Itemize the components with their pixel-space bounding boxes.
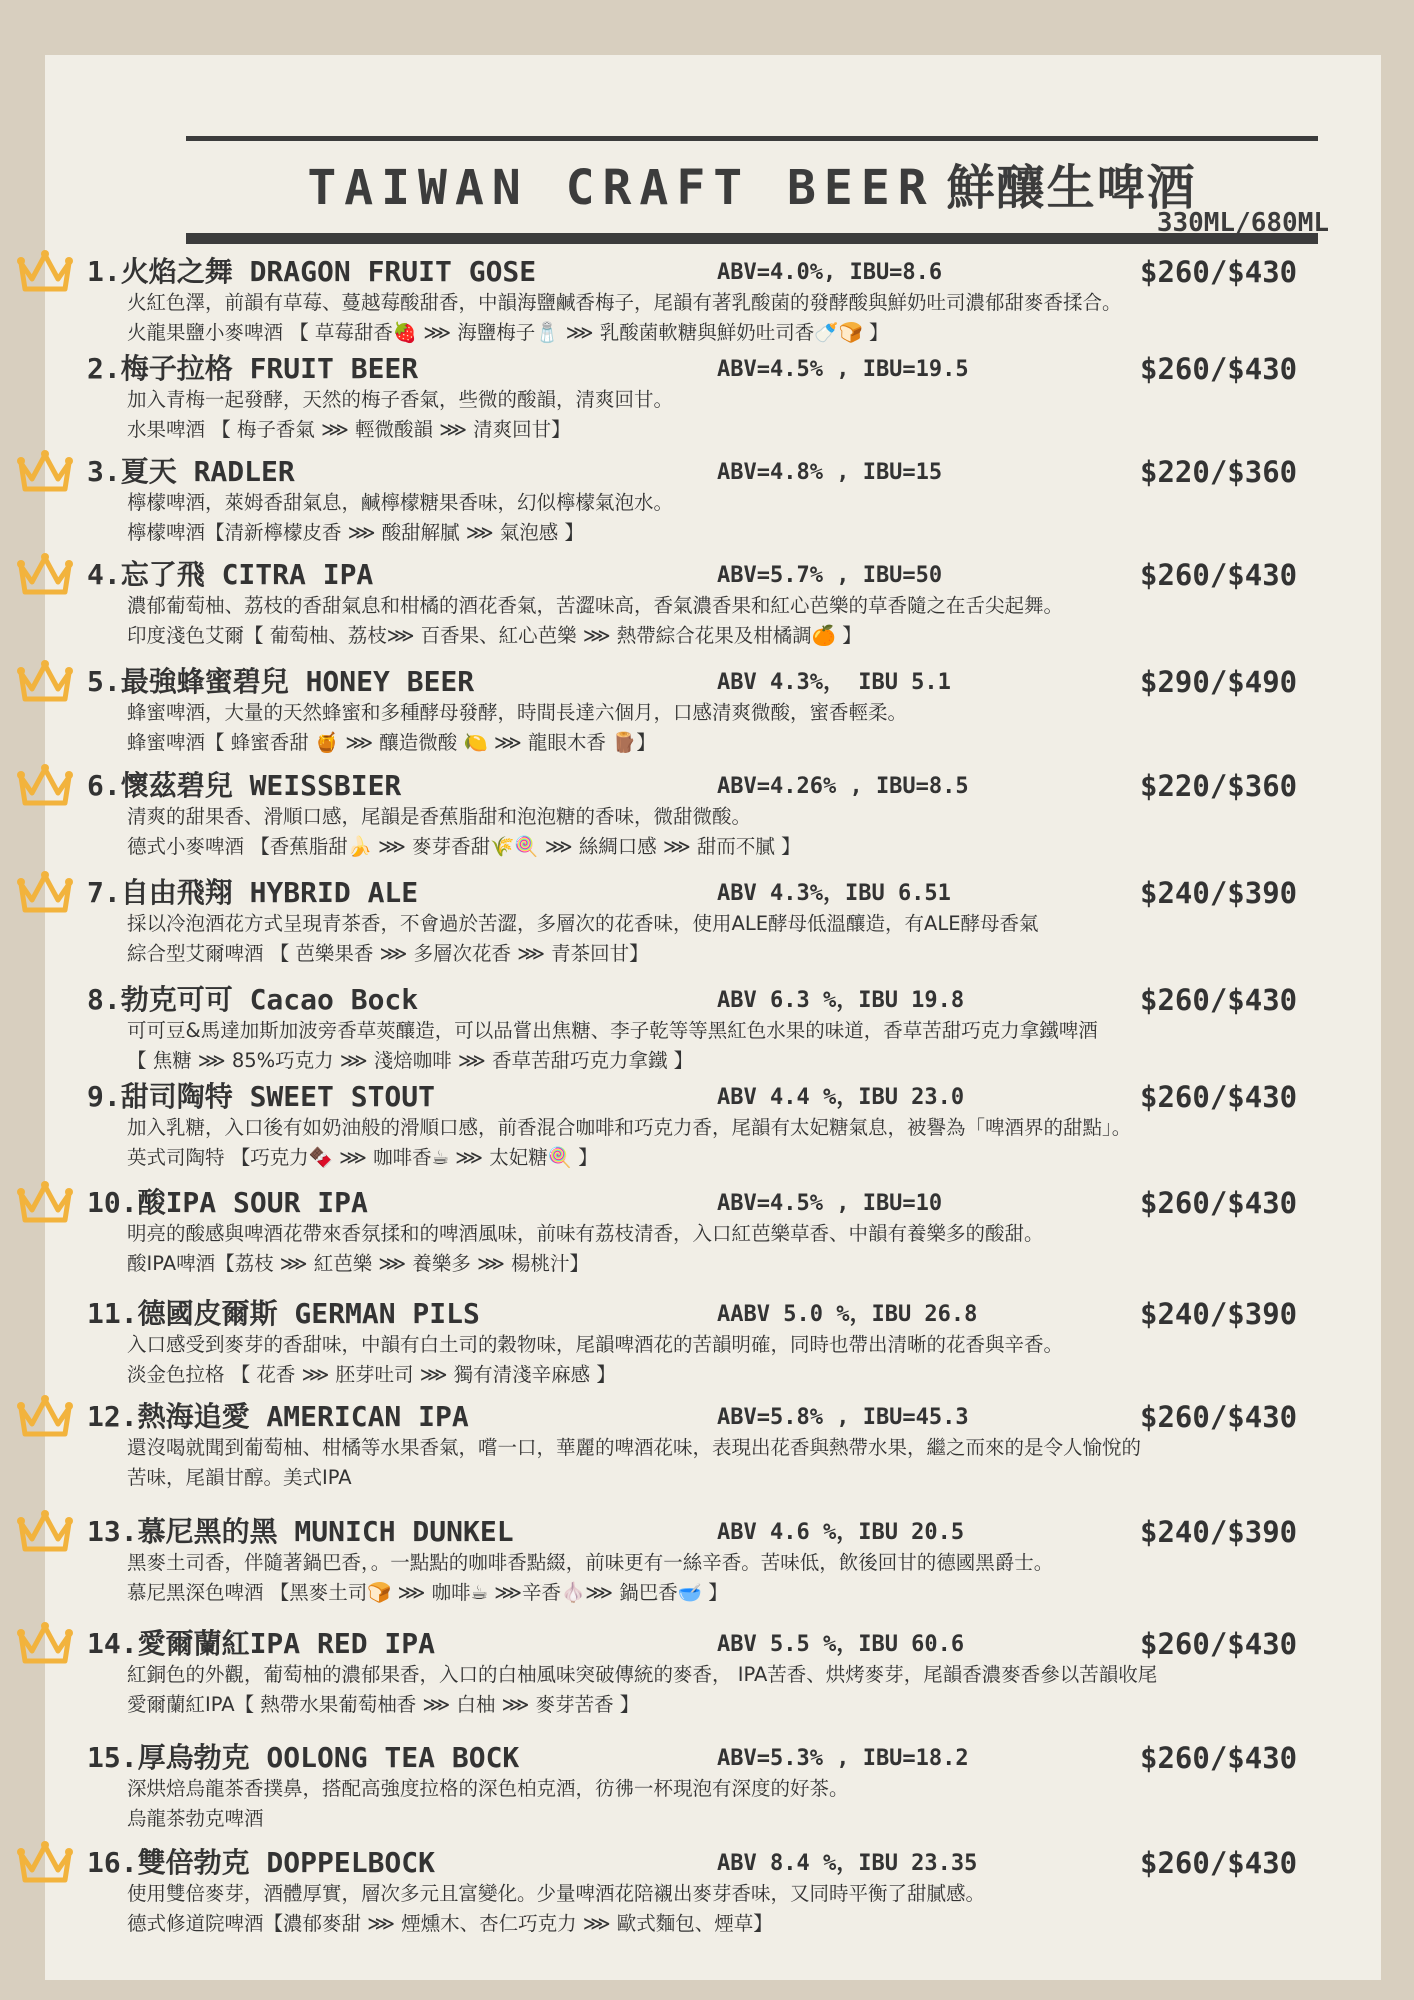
- beer-price: $260/$430: [1140, 1400, 1298, 1434]
- beer-tasting-notes: 英式司陶特 【巧克力🍫 ⋙ 咖啡香☕ ⋙ 太妃糖🍭 】: [127, 1146, 598, 1169]
- beer-abv: ABV=4.8% , IBU=15: [717, 460, 943, 485]
- beer-price: $240/$390: [1140, 1515, 1298, 1549]
- beer-description: 入口感受到麥芽的香甜味，中韻有白土司的穀物味，尾韻啤酒花的苦韻明確，同時也帶出清晰的花香與辛香。: [127, 1333, 1064, 1356]
- beer-price: $220/$360: [1140, 455, 1298, 489]
- crown-icon: [15, 1509, 75, 1555]
- beer-tasting-notes: 綜合型艾爾啤酒 【 芭樂果香 ⋙ 多層次花香 ⋙ 青茶回甘】: [127, 942, 649, 965]
- beer-abv: ABV=4.5% , IBU=10: [717, 1191, 943, 1216]
- beer-price: $260/$430: [1140, 1080, 1298, 1114]
- beer-tasting-notes: 蜂蜜啤酒【 蜂蜜香甜 🍯 ⋙ 釀造微酸 🍋 ⋙ 龍眼木香 🪵】: [127, 731, 656, 754]
- beer-name: 10.酸IPA SOUR IPA: [87, 1186, 368, 1219]
- beer-description: 明亮的酸感與啤酒花帶來香氛揉和的啤酒風味，前味有荔枝清香，入口紅芭樂草香、中韻有養樂多的酸甜。: [127, 1222, 1044, 1245]
- beer-tasting-notes: 火龍果鹽小麥啤酒 【 草莓甜香🍓 ⋙ 海鹽梅子🧂 ⋙ 乳酸菌軟糖與鮮奶吐司香🍼🍞 】: [127, 321, 889, 344]
- beer-name: 5.最強蜂蜜碧兒 HONEY BEER: [87, 665, 475, 698]
- beer-item: [0, 983, 1414, 1073]
- beer-abv: ABV=4.26% , IBU=8.5: [717, 774, 969, 799]
- beer-description: 清爽的甜果香、滑順口感，尾韻是香蕉脂甜和泡泡糖的香味，微甜微酸。: [127, 805, 752, 828]
- beer-name: 3.夏天 RADLER: [87, 455, 295, 488]
- beer-item: [0, 255, 1414, 345]
- beer-description: 深烘焙烏龍茶香撲鼻，搭配高強度拉格的深色柏克酒，彷彿一杯現泡有深度的好茶。: [127, 1777, 849, 1800]
- beer-abv: ABV 6.3 %，IBU 19.8: [717, 988, 965, 1013]
- beer-name: 4.忘了飛 CITRA IPA: [87, 558, 374, 591]
- beer-price: $260/$430: [1140, 1846, 1298, 1880]
- size-header: 330ML/680ML: [1156, 208, 1329, 238]
- beer-tasting-notes: 德式小麥啤酒 【香蕉脂甜🍌 ⋙ 麥芽香甜🌾🍭 ⋙ 絲綢口感 ⋙ 甜而不膩 】: [127, 835, 801, 858]
- beer-abv: ABV=5.8% , IBU=45.3: [717, 1405, 969, 1430]
- beer-description: 黑麥土司香，伴隨著鍋巴香，。一點點的咖啡香點綴，前味更有一絲辛香。苦味低，飲後回甘的德國黑爵士。: [127, 1551, 1054, 1574]
- beer-name: 8.勃克可可 Cacao Bock: [87, 983, 419, 1016]
- crown-icon: [15, 659, 75, 705]
- beer-tasting-notes: 愛爾蘭紅IPA【 熱帶水果葡萄柚香 ⋙ 白柚 ⋙ 麥芽苦香 】: [127, 1693, 640, 1716]
- beer-abv: ABV 4.6 %，IBU 20.5: [717, 1520, 965, 1545]
- beer-name: 15.厚烏勃克 OOLONG TEA BOCK: [87, 1741, 520, 1774]
- beer-name: 14.愛爾蘭紅IPA RED IPA: [87, 1627, 436, 1660]
- crown-icon: [15, 552, 75, 598]
- beer-item: [0, 1400, 1414, 1490]
- beer-item: [0, 1515, 1414, 1605]
- beer-price: $260/$430: [1140, 1627, 1298, 1661]
- beer-description: 檸檬啤酒，萊姆香甜氣息，鹹檸檬糖果香味，幻似檸檬氣泡水。: [127, 491, 674, 514]
- beer-item: [0, 665, 1414, 755]
- beer-tasting-notes: 水果啤酒 【 梅子香氣 ⋙ 輕微酸韻 ⋙ 清爽回甘】: [127, 418, 571, 441]
- beer-price: $260/$430: [1140, 1741, 1298, 1775]
- beer-abv: ABV=5.3% , IBU=18.2: [717, 1746, 969, 1771]
- beer-description: 還沒喝就聞到葡萄柚、柑橘等水果香氣，嚐一口，華麗的啤酒花味，表現出花香與熱帶水果，繼之而來的是令人愉悅的: [127, 1436, 1142, 1459]
- beer-tasting-notes: 淡金色拉格 【 花香 ⋙ 胚芽吐司 ⋙ 獨有清淺辛麻感 】: [127, 1363, 616, 1386]
- crown-icon: [15, 249, 75, 295]
- beer-item: [0, 1741, 1414, 1831]
- beer-description: 蜂蜜啤酒，大量的天然蜂蜜和多種酵母發酵，時間長達六個月，口感清爽微酸，蜜香輕柔。: [127, 701, 908, 724]
- beer-description: 可可豆&馬達加斯加波旁香草莢釀造，可以品嘗出焦糖、李子乾等等黑紅色水果的味道，香草苦甜巧克力拿鐵啤酒: [127, 1019, 1098, 1042]
- page-title: [186, 152, 1318, 224]
- beer-price: $260/$430: [1140, 983, 1298, 1017]
- beer-name: 13.慕尼黑的黑 MUNICH DUNKEL: [87, 1515, 514, 1548]
- crown-icon: [15, 870, 75, 916]
- beer-abv: ABV=4.5% , IBU=19.5: [717, 357, 969, 382]
- beer-description: 火紅色澤，前韻有草莓、蔓越莓酸甜香，中韻海鹽鹹香梅子，尾韻有著乳酸菌的發酵酸與鮮奶吐司濃郁甜麥香揉合。: [127, 291, 1122, 314]
- crown-icon: [15, 1394, 75, 1440]
- beer-item: [0, 876, 1414, 966]
- beer-item: [0, 1080, 1414, 1170]
- crown-icon: [15, 1621, 75, 1667]
- beer-tasting-notes: 檸檬啤酒【清新檸檬皮香 ⋙ 酸甜解膩 ⋙ 氣泡感 】: [127, 521, 584, 544]
- beer-tasting-notes: 慕尼黑深色啤酒 【黑麥土司🍞 ⋙ 咖啡☕ ⋙辛香🧄⋙ 鍋巴香🥣 】: [127, 1581, 728, 1604]
- beer-name: 9.甜司陶特 SWEET STOUT: [87, 1080, 436, 1113]
- crown-icon: [15, 763, 75, 809]
- beer-description: 採以冷泡酒花方式呈現青茶香，不會過於苦澀，多層次的花香味，使用ALE酵母低溫釀造，有ALE酵母香氣: [127, 912, 1039, 935]
- beer-tasting-notes: 【 焦糖 ⋙ 85%巧克力 ⋙ 淺焙咖啡 ⋙ 香草苦甜巧克力拿鐵 】: [127, 1049, 694, 1072]
- beer-description: 使用雙倍麥芽，酒體厚實，層次多元且富變化。少量啤酒花陪襯出麥芽香味，又同時平衡了甜膩感。: [127, 1882, 986, 1905]
- beer-abv: ABV 4.4 %，IBU 23.0: [717, 1085, 965, 1110]
- beer-abv: ABV 4.3%，IBU 6.51: [717, 881, 951, 906]
- beer-description: 加入青梅一起發酵，天然的梅子香氣，些微的酸韻，清爽回甘。: [127, 388, 674, 411]
- beer-item: [0, 352, 1414, 442]
- beer-name: 2.梅子拉格 FRUIT BEER: [87, 352, 419, 385]
- crown-icon: [15, 1840, 75, 1886]
- beer-name: 7.自由飛翔 HYBRID ALE: [87, 876, 419, 909]
- beer-abv: ABV=5.7% , IBU=50: [717, 563, 943, 588]
- beer-tasting-notes: 烏龍茶勃克啤酒: [127, 1807, 264, 1830]
- beer-price: $260/$430: [1140, 558, 1298, 592]
- title-en: TAIWAN CRAFT BEER: [307, 160, 935, 216]
- beer-item: [0, 769, 1414, 859]
- beer-description: 濃郁葡萄柚、荔枝的香甜氣息和柑橘的酒花香氣，苦澀味高，香氣濃香果和紅心芭樂的草香隨之在舌尖起舞。: [127, 594, 1064, 617]
- crown-icon: [15, 449, 75, 495]
- beer-price: $220/$360: [1140, 769, 1298, 803]
- beer-description: 紅銅色的外觀，葡萄柚的濃郁果香，入口的白柚風味突破傳統的麥香， IPA苦香、烘烤麥芽，尾韻香濃麥香參以苦韻收尾: [127, 1663, 1158, 1686]
- beer-price: $260/$430: [1140, 1186, 1298, 1220]
- beer-item: [0, 1186, 1414, 1276]
- beer-item: [0, 558, 1414, 648]
- beer-abv: ABV 5.5 %，IBU 60.6: [717, 1632, 965, 1657]
- beer-tasting-notes: 印度淺色艾爾【 葡萄柚、荔枝⋙ 百香果、紅心芭樂 ⋙ 熱帶綜合花果及柑橘調🍊 】: [127, 624, 862, 647]
- beer-price: $260/$430: [1140, 352, 1298, 386]
- beer-name: 12.熱海追愛 AMERICAN IPA: [87, 1400, 469, 1433]
- beer-tasting-notes: 德式修道院啤酒【濃郁麥甜 ⋙ 煙燻木、杏仁巧克力 ⋙ 歐式麵包、煙草】: [127, 1912, 773, 1935]
- beer-name: 11.德國皮爾斯 GERMAN PILS: [87, 1297, 480, 1330]
- beer-tasting-notes: 酸IPA啤酒【荔枝 ⋙ 紅芭樂 ⋙ 養樂多 ⋙ 楊桃汁】: [127, 1252, 590, 1275]
- beer-name: 1.火焰之舞 DRAGON FRUIT GOSE: [87, 255, 537, 288]
- beer-price: $290/$490: [1140, 665, 1298, 699]
- title-zh: 鮮釀生啤酒: [946, 160, 1197, 216]
- beer-item: [0, 455, 1414, 545]
- beer-abv: ABV 8.4 %，IBU 23.35: [717, 1851, 978, 1876]
- beer-item: [0, 1846, 1414, 1936]
- beer-name: 6.懷茲碧兒 WEISSBIER: [87, 769, 402, 802]
- beer-abv: ABV 4.3%， IBU 5.1: [717, 670, 951, 695]
- beer-tasting-notes: 苦味，尾韻甘醇。美式IPA: [127, 1466, 352, 1489]
- header-bottom-rule: [186, 233, 1318, 244]
- beer-abv: ABV=4.0%, IBU=8.6: [717, 260, 943, 285]
- header-top-rule: [186, 136, 1318, 141]
- beer-price: $240/$390: [1140, 1297, 1298, 1331]
- beer-abv: AABV 5.0 %，IBU 26.8: [717, 1302, 978, 1327]
- beer-item: [0, 1627, 1414, 1717]
- beer-name: 16.雙倍勃克 DOPPELBOCK: [87, 1846, 436, 1879]
- beer-price: $240/$390: [1140, 876, 1298, 910]
- beer-description: 加入乳糖，入口後有如奶油般的滑順口感，前香混合咖啡和巧克力香，尾韻有太妃糖氣息，被譽為「啤酒界的甜點」。: [127, 1116, 1132, 1139]
- crown-icon: [15, 1180, 75, 1226]
- beer-item: [0, 1297, 1414, 1387]
- beer-price: $260/$430: [1140, 255, 1298, 289]
